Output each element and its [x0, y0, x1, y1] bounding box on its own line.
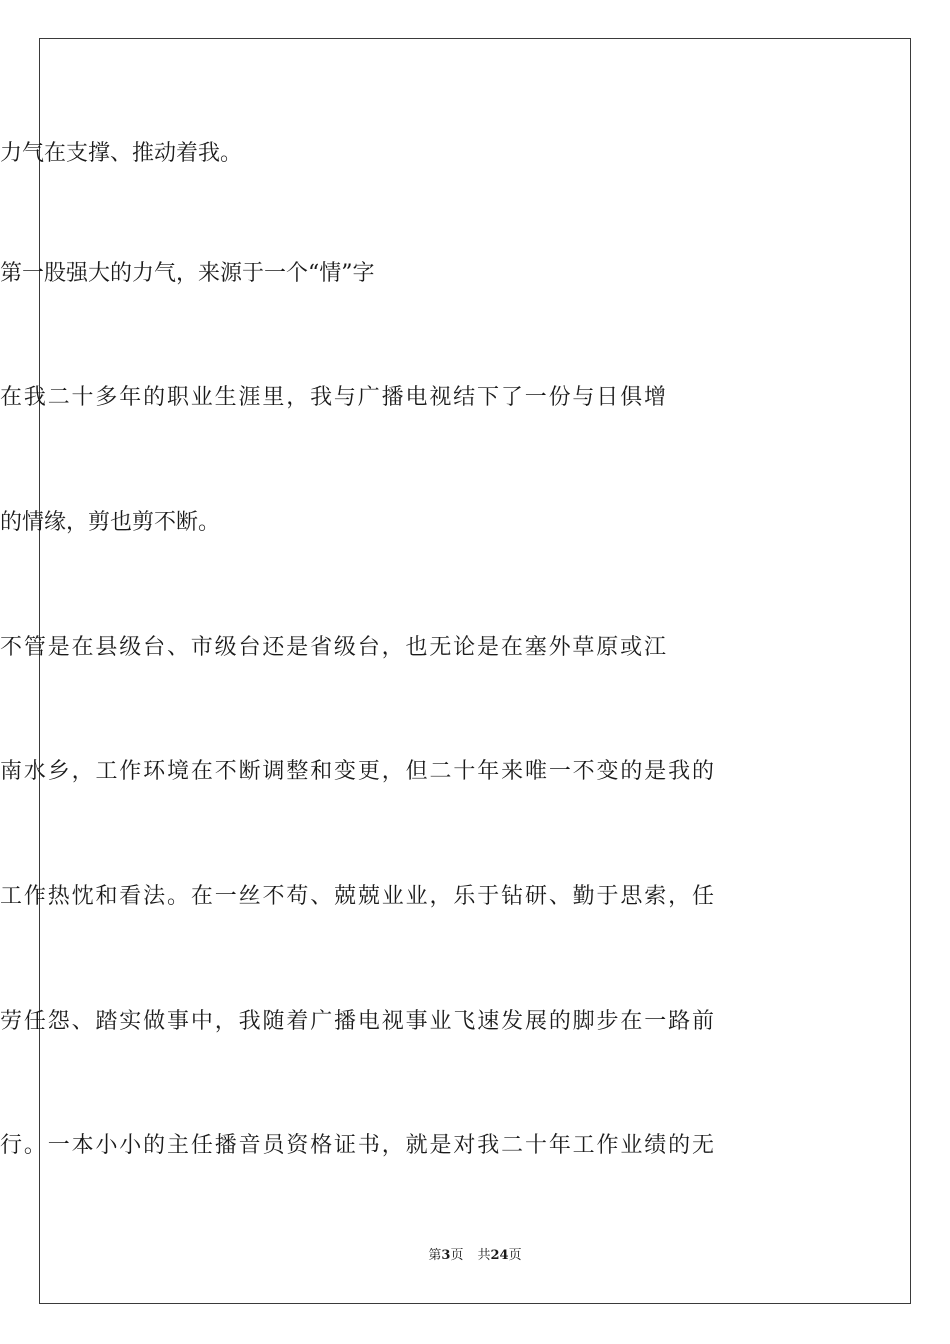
page-suffix: 页	[450, 1248, 464, 1263]
page-prefix: 第	[428, 1248, 442, 1263]
total-suffix: 页	[508, 1248, 522, 1263]
text-line: 不管是在县级台、市级台还是省级台，也无论是在塞外草原或江	[0, 635, 666, 660]
text-line: 在我二十多年的职业生涯里，我与广播电视结下了一份与日俱增	[0, 385, 666, 410]
text-line: 的情缘，剪也剪不断。	[0, 510, 221, 535]
page-current: 3	[441, 1248, 451, 1263]
page-frame	[39, 38, 911, 1304]
text-line: 力气在支撑、推动着我。	[0, 141, 243, 166]
text-line: 行。一本小小的主任播音员资格证书，就是对我二十年工作业绩的无	[0, 1133, 714, 1158]
section-heading: 第一股强大的力气，来源于一个“情”字	[0, 261, 375, 286]
total-prefix: 共	[477, 1248, 491, 1263]
text-line: 工作热忱和看法。在一丝不苟、兢兢业业，乐于钻研、勤于思索，任	[0, 884, 714, 909]
text-line: 南水乡，工作环境在不断调整和变更，但二十年来唯一不变的是我的	[0, 759, 714, 784]
page-footer	[0, 1247, 950, 1265]
text-line: 劳任怨、踏实做事中，我随着广播电视事业飞速发展的脚步在一路前	[0, 1009, 714, 1034]
page-total: 24	[490, 1248, 509, 1263]
